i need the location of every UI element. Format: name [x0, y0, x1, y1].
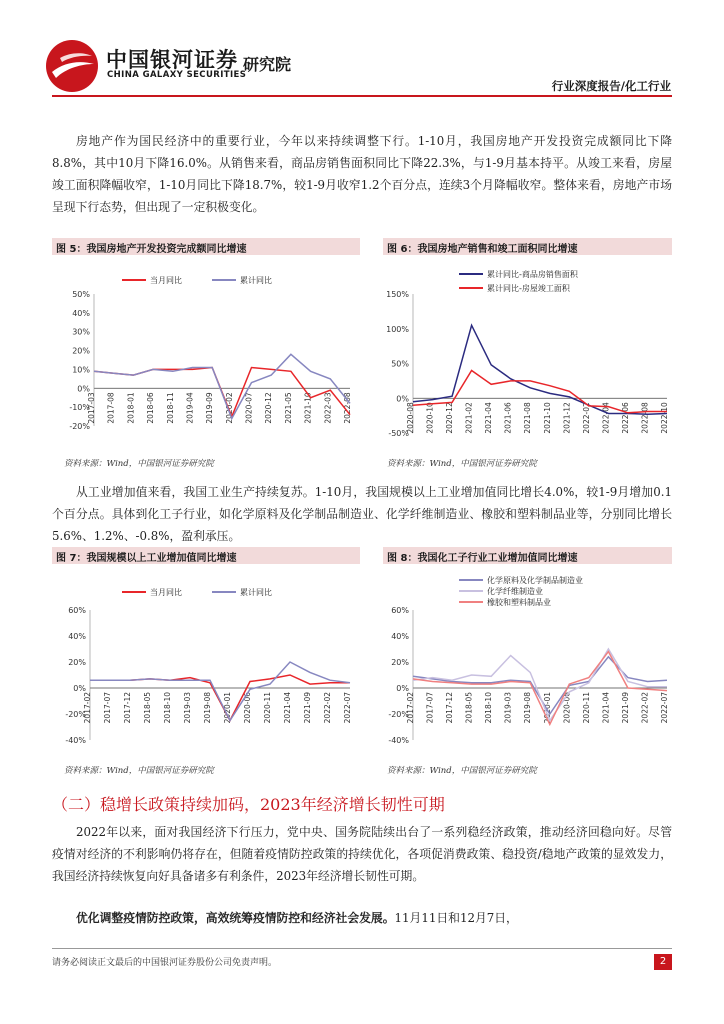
- fig6-xtick-label: 2021-06: [503, 402, 513, 434]
- fig5-xtick-label: 2020-12: [264, 392, 274, 424]
- fig7-ytick-label: 40%: [68, 632, 86, 641]
- fig7-xtick-label: 2019-03: [183, 692, 192, 724]
- figure-7-title: 图 7：我国规模以上工业增加值同比增速: [56, 553, 237, 564]
- fig5-xtick-label: 2018-06: [146, 392, 156, 424]
- fig8-xtick-label: 2022-02: [640, 692, 650, 724]
- paragraph-epidemic-policy: [52, 907, 672, 929]
- fig8-ytick-label: 40%: [391, 632, 409, 641]
- fig7-xtick-label: 2018-05: [143, 692, 152, 724]
- fig5-xtick-label: 2022-03: [323, 392, 333, 424]
- fig7-xtick-label: 2020-06: [243, 692, 252, 724]
- figure-5-title: 图 5：我国房地产开发投资完成额同比增速: [56, 244, 247, 255]
- paragraph-lead-bold: 优化调整疫情防控政策，高效统筹疫情防控和经济社会发展。: [76, 911, 395, 925]
- page-number: 2: [654, 954, 672, 970]
- fig6-xtick-label: 2020-08: [406, 402, 415, 434]
- fig5-ytick-label: -20%: [69, 422, 90, 431]
- fig5-xtick-label: 2020-02: [224, 392, 234, 424]
- fig6-xtick-label: 2020-10: [425, 402, 435, 434]
- chart-fig6: [383, 258, 672, 448]
- report-category: 行业深度报告/化工行业: [551, 79, 671, 93]
- fig7-xtick-label: 2021-09: [303, 692, 312, 724]
- fig7-xtick-label: 2017-07: [103, 692, 112, 724]
- fig8-xtick-label: 2019-03: [503, 692, 513, 724]
- fig6-ytick-label: 150%: [386, 290, 409, 299]
- fig5-ytick-label: 30%: [72, 327, 90, 337]
- fig7-ytick-label: -40%: [65, 736, 86, 745]
- galaxy-logo-icon: [44, 38, 100, 94]
- fig5-xtick-label: 2019-09: [205, 392, 215, 424]
- company-name-cn: 中国银河证券: [106, 48, 238, 72]
- paragraph-industrial: 从工业增加值来看，我国工业生产持续复苏。1-10月，我国规模以上工业增加值同比增长4.0%，较1-9月增加0.1个百分点。具体到化工子行业，如化学原料及化学制品制造业、化学纤维制造业、橡胶和塑料制品业等，分别同比增长5.6%、1.2%、-0.8%，盈利承压。: [52, 485, 672, 543]
- fig7-legend-label-1: 累计同比: [240, 588, 272, 597]
- fig5-xtick-label: 2021-10: [303, 392, 313, 424]
- chart-fig5: [52, 258, 360, 448]
- fig8-xtick-label: 2022-07: [660, 692, 669, 724]
- fig6-xtick-label: 2021-10: [542, 402, 552, 434]
- fig5-legend-label-0: 当月同比: [150, 276, 182, 285]
- fig6-ytick-label: 0%: [396, 394, 409, 404]
- fig6-xtick-label: 2022-08: [640, 402, 650, 434]
- fig5-xtick-label: 2018-01: [126, 392, 136, 424]
- fig8-xtick-label: 2018-05: [464, 692, 474, 724]
- chart-fig7: [52, 568, 360, 754]
- fig8-xtick-label: 2017-12: [445, 692, 455, 724]
- fig5-xtick-label: 2018-11: [165, 392, 175, 424]
- fig6-legend-label-1: 累计同比-房屋竣工面积: [487, 284, 570, 293]
- fig8-ytick-label: 0%: [396, 684, 409, 693]
- fig6-xtick-label: 2021-08: [523, 402, 533, 434]
- fig6-ytick-label: 100%: [386, 324, 409, 334]
- fig8-ytick-label: -20%: [388, 710, 409, 719]
- company-name-en: CHINA GALAXY SECURITIES: [107, 70, 247, 80]
- fig7-xtick-label: 2022-07: [343, 692, 352, 724]
- fig6-xtick-label: 2022-06: [620, 402, 630, 434]
- fig6-ytick-label: -50%: [388, 429, 409, 438]
- chart-fig8: [383, 568, 672, 754]
- fig5-ytick-label: 40%: [72, 308, 90, 318]
- fig6-xtick-label: 2021-12: [562, 402, 572, 434]
- figure-5-source: 资料来源：Wind，中国银河证券研究院: [64, 459, 214, 469]
- fig8-xtick-label: 2020-01: [542, 692, 552, 724]
- fig5-ytick-label: 50%: [72, 290, 90, 299]
- fig8-xtick-label: 2019-08: [523, 692, 533, 724]
- fig7-xtick-label: 2021-04: [283, 692, 292, 724]
- figure-8-source: 资料来源：Wind，中国银河证券研究院: [387, 766, 537, 776]
- fig7-ytick-label: -20%: [65, 710, 86, 719]
- paragraph-policy: 2022年以来，面对我国经济下行压力，党中央、国务院陆续出台了一系列稳经济政策，推动经济回稳向好。尽管疫情对经济的不利影响仍将存在，但随着疫情防控政策的持续优化，各项促消费政策、稳投资/稳地产政策的显效发力，我国经济持续恢复向好具备诸多有利条件，2023年经济增长韧性可期。: [52, 825, 672, 883]
- fig8-xtick-label: 2017-07: [425, 692, 435, 724]
- header-rule: [52, 95, 672, 97]
- figure-6-source: 资料来源：Wind，中国银河证券研究院: [387, 459, 537, 469]
- fig7-xtick-label: 2017-02: [83, 692, 92, 724]
- fig5-xtick-label: 2020-07: [244, 392, 254, 424]
- fig7-xtick-label: 2017-12: [123, 692, 132, 724]
- fig5-ytick-label: 10%: [72, 365, 90, 375]
- fig8-xtick-label: 2017-02: [406, 692, 415, 724]
- fig5-xtick-label: 2022-08: [343, 392, 352, 424]
- fig6-ytick-label: 50%: [391, 359, 409, 369]
- fig5-legend-label-1: 累计同比: [240, 276, 272, 285]
- fig6-xtick-label: 2022-10: [660, 402, 669, 434]
- fig7-ytick-label: 0%: [73, 684, 86, 693]
- fig5-ytick-label: 0%: [77, 384, 90, 394]
- fig6-xtick-label: 2021-04: [484, 402, 494, 434]
- footer-disclaimer: 请务必阅读正文最后的中国银河证券股份公司免责声明。: [52, 958, 278, 968]
- fig7-xtick-label: 2022-02: [323, 692, 332, 724]
- footer-rule: [52, 948, 672, 949]
- fig8-xtick-label: 2021-04: [601, 692, 611, 724]
- figure-6-title: 图 6：我国房地产销售和竣工面积同比增速: [387, 244, 578, 255]
- paragraph-real-estate: 房地产作为国民经济中的重要行业，今年以来持续调整下行。1-10月，我国房地产开发投资完成额同比下降8.8%，其中10月下降16.0%。从销售来看，商品房销售面积同比下降22.3%，与1-9月基本持平。从竣工来看，房屋竣工面积降幅收窄，1-10月同比下降18.7%，较1-9月收窄1.2个百分点，连续3个月降幅收窄。整体来看，房地产市场呈现下行态势，但出现了一定积极变化。: [52, 134, 672, 214]
- section-title: （二）稳增长政策持续加码，2023年经济增长韧性可期: [52, 795, 445, 814]
- figure-7-source: 资料来源：Wind，中国银河证券研究院: [64, 766, 214, 776]
- fig7-xtick-label: 2019-08: [203, 692, 212, 724]
- fig7-xtick-label: 2018-10: [163, 692, 172, 724]
- fig8-xtick-label: 2021-09: [620, 692, 630, 724]
- logo: [44, 38, 100, 94]
- fig5-ytick-label: 20%: [72, 346, 90, 356]
- fig6-xtick-label: 2020-12: [445, 402, 455, 434]
- fig8-xtick-label: 2020-06: [562, 692, 572, 724]
- fig5-ytick-label: -10%: [69, 403, 90, 413]
- fig5-xtick-label: 2019-04: [185, 392, 195, 424]
- fig8-legend-label-1: 化学纤维制造业: [487, 587, 543, 596]
- fig8-legend-label-0: 化学原料及化学制品制造业: [487, 576, 583, 585]
- fig7-ytick-label: 60%: [68, 606, 86, 615]
- fig7-ytick-label: 20%: [68, 658, 86, 667]
- fig6-xtick-label: 2022-02: [581, 402, 591, 434]
- fig5-xtick-label: 2021-05: [283, 392, 293, 424]
- fig6-legend-label-0: 累计同比-商品房销售面积: [487, 270, 578, 279]
- fig8-ytick-label: -40%: [388, 736, 409, 745]
- fig8-ytick-label: 60%: [391, 606, 409, 615]
- fig7-legend-label-0: 当月同比: [150, 588, 182, 597]
- fig6-xtick-label: 2022-04: [601, 402, 611, 434]
- fig6-series-line-0: [413, 325, 667, 414]
- fig7-xtick-label: 2020-11: [263, 692, 272, 724]
- paragraph-lead-rest: 11月11日和12月7日，: [394, 911, 518, 925]
- fig8-xtick-label: 2018-10: [484, 692, 494, 724]
- fig8-xtick-label: 2020-11: [581, 692, 591, 724]
- fig6-xtick-label: 2021-02: [464, 402, 474, 434]
- fig5-xtick-label: 2017-08: [106, 392, 116, 424]
- figure-8-title: 图 8：我国化工子行业工业增加值同比增速: [387, 553, 578, 564]
- fig5-xtick-label: 2017-03: [87, 392, 96, 424]
- fig8-ytick-label: 20%: [391, 658, 409, 667]
- institute-name: 研究院: [243, 55, 292, 74]
- fig8-legend-label-2: 橡胶和塑料制品业: [487, 598, 551, 607]
- fig7-xtick-label: 2020-01: [223, 692, 232, 724]
